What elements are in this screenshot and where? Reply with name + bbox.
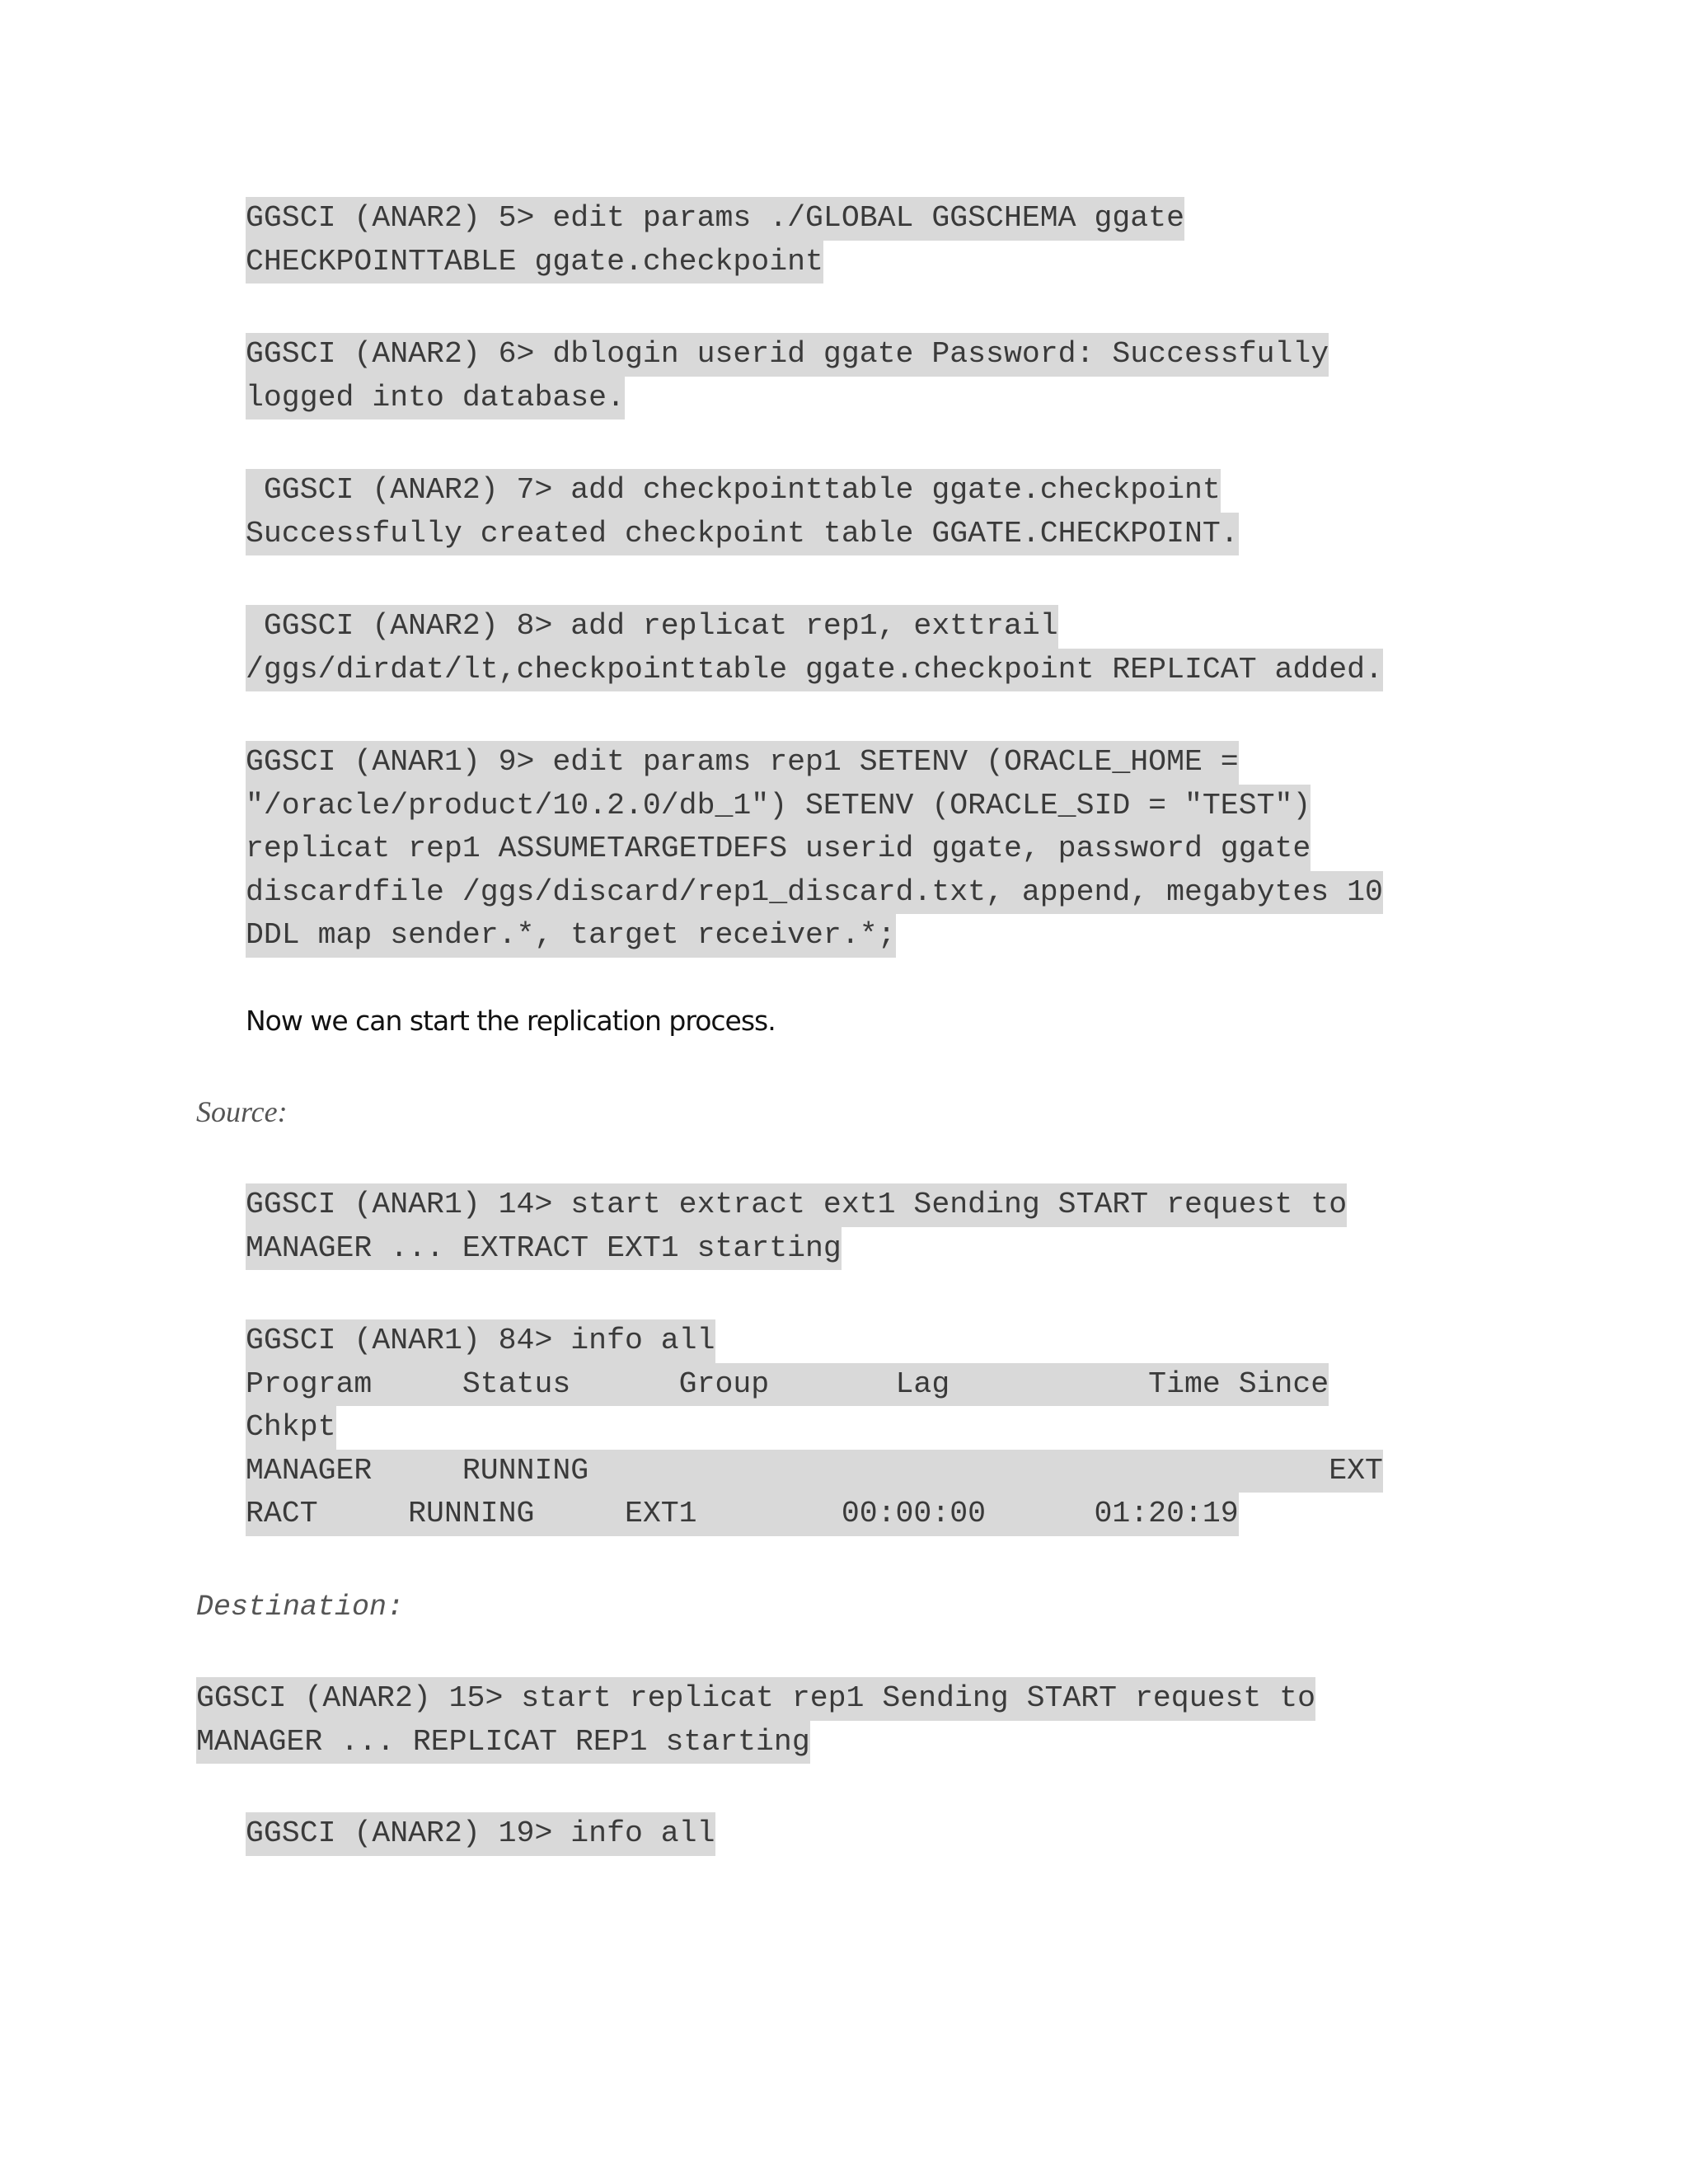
code-line: GGSCI (ANAR2) 8> add replicat rep1, exttrail (246, 605, 1058, 649)
code-block-dblogin (246, 333, 1329, 419)
code-line: "/oracle/product/10.2.0/db_1") SETENV (ORACLE_SID = "TEST") (246, 785, 1311, 828)
code-line: GGSCI (ANAR1) 84> info all (246, 1319, 715, 1363)
code-line: /ggs/dirdat/lt,checkpointtable ggate.checkpoint REPLICAT added. (246, 649, 1383, 692)
code-line: GGSCI (ANAR2) 7> add checkpointtable ggate.checkpoint (246, 469, 1221, 513)
code-line: GGSCI (ANAR2) 5> edit params ./GLOBAL GGSCHEMA ggate (246, 197, 1184, 241)
code-line: Successfully created checkpoint table GGATE.CHECKPOINT. (246, 513, 1239, 556)
code-block-global-params (246, 197, 1184, 284)
code-line: GGSCI (ANAR1) 14> start extract ext1 Sending START request to (246, 1183, 1347, 1227)
code-block-info-all-destination (246, 1812, 715, 1856)
destination-heading: Destination: (196, 1591, 405, 1624)
code-line: discardfile /ggs/discard/rep1_discard.txt, append, megabytes 10 (246, 871, 1383, 915)
code-line: GGSCI (ANAR2) 6> dblogin userid ggate Password: Successfully (246, 333, 1329, 377)
source-heading: Source: (196, 1095, 288, 1128)
code-block-checkpointtable (246, 469, 1239, 555)
code-block-replicat-params (246, 741, 1383, 958)
code-line: GGSCI (ANAR2) 19> info all (246, 1812, 715, 1856)
code-line: Chkpt (246, 1406, 336, 1450)
code-block-info-all-source (246, 1319, 1383, 1536)
code-line: MANAGER RUNNING EXT (246, 1450, 1383, 1493)
code-line: replicat rep1 ASSUMETARGETDEFS userid ggate, password ggate (246, 827, 1311, 871)
code-block-start-extract (246, 1183, 1347, 1270)
code-line: GGSCI (ANAR1) 9> edit params rep1 SETENV (ORACLE_HOME = (246, 741, 1239, 785)
code-line: DDL map sender.*, target receiver.*; (246, 914, 896, 958)
code-line: MANAGER ... REPLICAT REP1 starting (196, 1721, 810, 1765)
code-line: RACT RUNNING EXT1 00:00:00 01:20:19 (246, 1493, 1239, 1536)
code-block-start-replicat (196, 1677, 1315, 1764)
body-paragraph: Now we can start the replication process. (246, 1005, 776, 1037)
code-line: CHECKPOINTTABLE ggate.checkpoint (246, 241, 823, 284)
code-line: MANAGER ... EXTRACT EXT1 starting (246, 1227, 842, 1271)
code-line: GGSCI (ANAR2) 15> start replicat rep1 Sending START request to (196, 1677, 1315, 1721)
code-block-add-replicat (246, 605, 1383, 691)
code-line: logged into database. (246, 377, 625, 420)
code-line: Program Status Group Lag Time Since (246, 1363, 1329, 1407)
